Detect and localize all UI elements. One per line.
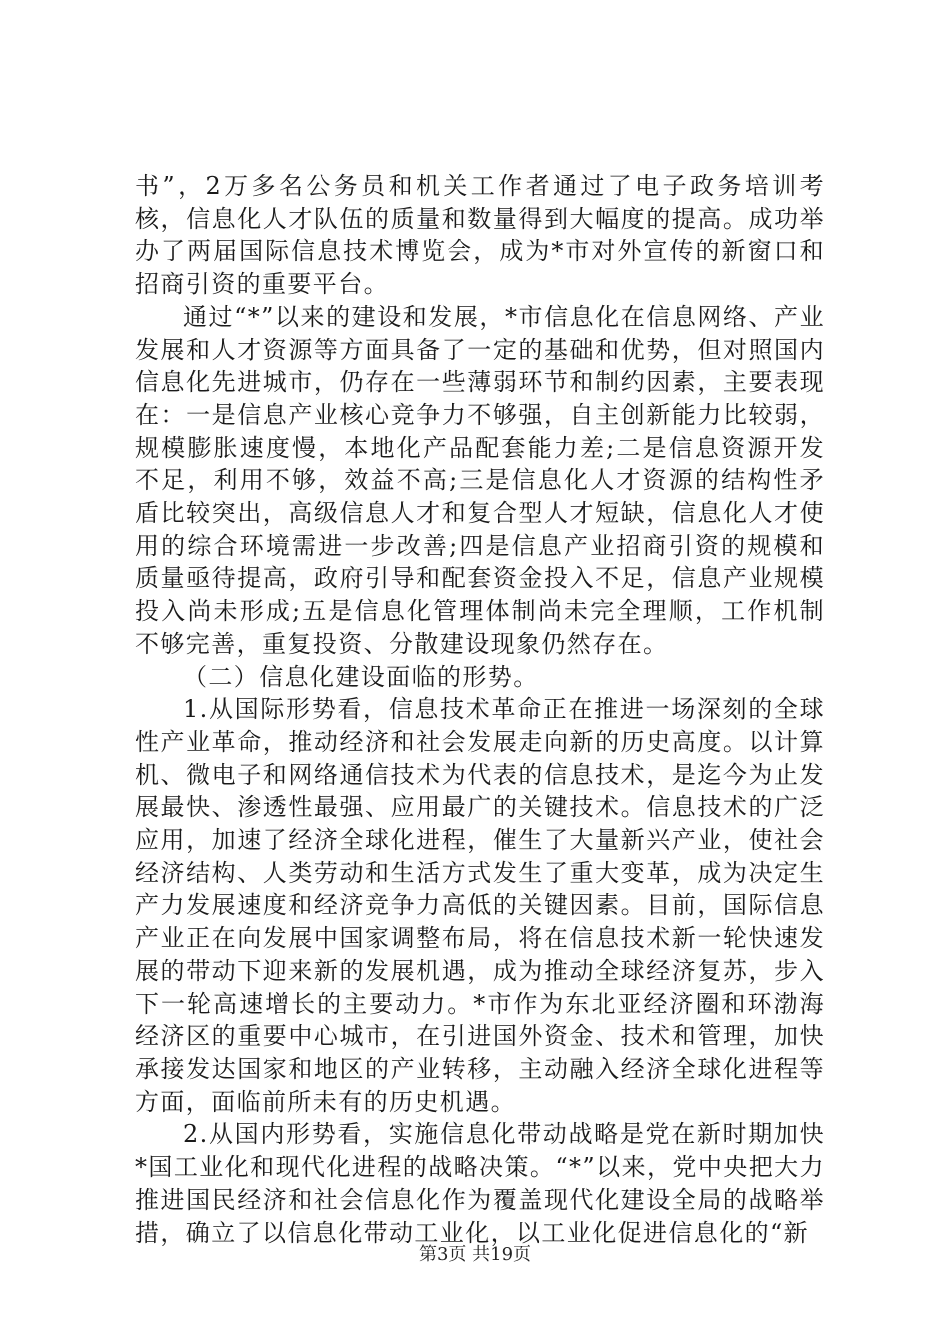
paragraph-1: 书”，2万多名公务员和机关工作者通过了电子政务培训考核，信息化人才队伍的质量和数量得到大幅度的提高。成功举办了两届国际信息技术博览会，成为*市对外宣传的新窗口和招商引资的重要平台。 — [135, 172, 825, 299]
section-heading: （二）信息化建设面临的形势。 — [183, 662, 539, 691]
paragraph-2: 通过“*”以来的建设和发展，*市信息化在信息网络、产业发展和人才资源等方面具备了一定的基础和优势，但对照国内信息化先进城市，仍存在一些薄弱环节和制约因素，主要表现在：一是信息产业核心竞争力不够强，自主创新能力比较弱，规模膨胀速度慢，本地化产品配套能力差;二是信息资源开发不足，利用不够，效益不高;三是信息化人才资源的结构性矛盾比较突出，高级信息人才和复合型人才短缺，信息化人才使用的综合环境需进一步改善;四是信息产业招商引资的规模和质量亟待提高，政府引导和配套资金投入不足，信息产业规模投入尚未形成;五是信息化管理体制尚未完全理顺，工作机制不够完善，重复投资、分散建设现象仍然存在。 — [135, 302, 825, 658]
page-number-footer: 第3页 共19页 — [418, 1244, 532, 1265]
paragraph-4: 2.从国内形势看，实施信息化带动战略是党在新时期加快*国工业化和现代化进程的战略决策。“*”以来，党中央把大力推进国民经济和社会信息化作为覆盖现代化建设全局的战略举措，确立了以信息化带动工业化，以工业化促进信息化的“新 — [135, 1120, 825, 1247]
document-body — [135, 170, 825, 1249]
paragraph-3: 1.从国际形势看，信息技术革命正在推进一场深刻的全球性产业革命，推动经济和社会发展走向新的历史高度。以计算机、微电子和网络通信技术为代表的信息技术，是迄今为止发展最快、渗透性最强、应用最广的关键技术。信息技术的广泛应用，加速了经济全球化进程，催生了大量新兴产业，使社会经济结构、人类劳动和生活方式发生了重大变革，成为决定生产力发展速度和经济竞争力高低的关键因素。目前，国际信息产业正在向发展中国家调整布局，将在信息技术新一轮快速发展的带动下迎来新的发展机遇，成为推动全球经济复苏，步入下一轮高速增长的主要动力。*市作为东北亚经济圈和环渤海经济区的重要中心城市，在引进国外资金、技术和管理，加快承接发达国家和地区的产业转移，主动融入经济全球化进程等方面，面临前所未有的历史机遇。 — [135, 695, 825, 1116]
